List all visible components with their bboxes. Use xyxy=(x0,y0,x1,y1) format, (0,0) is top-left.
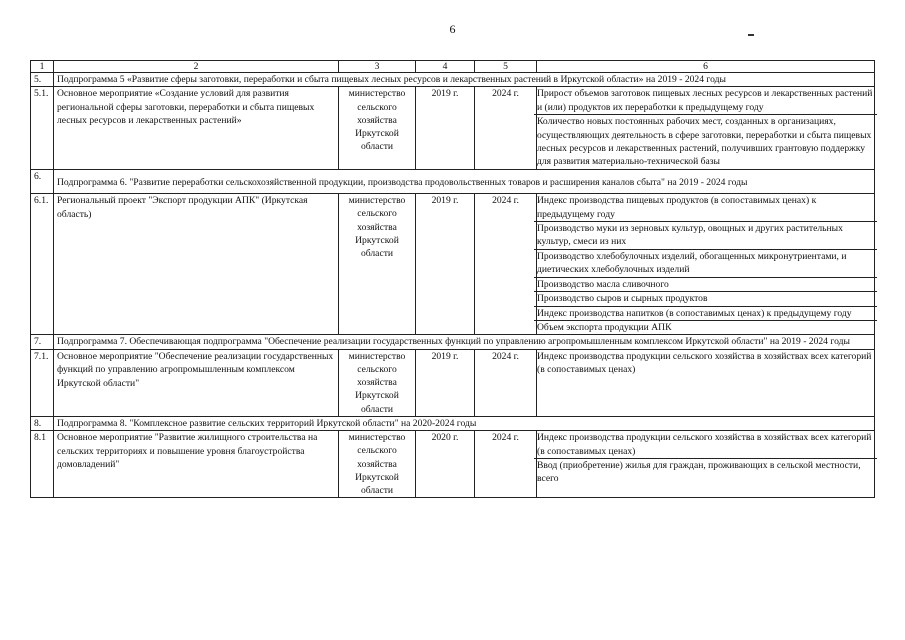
subprogram-title: Подпрограмма 8. "Комплексное развитие сельских территорий Иркутской области" на 2020-2024 годы xyxy=(54,416,875,430)
activity-row xyxy=(31,87,875,169)
subprogram-row xyxy=(31,335,875,349)
header-cell: 4 xyxy=(416,61,475,73)
row-number: 7.1. xyxy=(31,349,54,416)
subprogram-row xyxy=(31,416,875,430)
program-table xyxy=(30,60,875,498)
subprogram-title: Подпрограмма 6. "Развитие переработки сельскохозяйственной продукции, производства продовольственных товаров и расширения каналов сбыта" на 2019 - 2024 годы xyxy=(54,169,875,193)
end-year: 2024 г. xyxy=(475,349,537,416)
activity-row xyxy=(31,349,875,416)
header-cell: 3 xyxy=(339,61,416,73)
executor: министерство сельского хозяйства Иркутской области xyxy=(339,87,416,169)
indicator-item: Индекс производства пищевых продуктов (в сопоставимых ценах) к предыдущему году xyxy=(534,194,877,222)
header-cell: 1 xyxy=(31,61,54,73)
executor: министерство сельского хозяйства Иркутской области xyxy=(339,349,416,416)
row-number: 6.1. xyxy=(31,194,54,335)
header-cell: 5 xyxy=(475,61,537,73)
row-number: 8. xyxy=(31,416,54,430)
indicator-item: Количество новых постоянных рабочих мест, созданных в организациях, осуществляющих деятельность в сфере заготовки, переработки и сбыта пищевых лесных ресурсов и лекарственных растений, получивших грантовую поддержку для развития материально-технической базы xyxy=(537,116,872,168)
row-number: 5.1. xyxy=(31,87,54,169)
subprogram-title: Подпрограмма 5 «Развитие сферы заготовки, переработки и сбыта пищевых лесных ресурсов и лекарственных растений в Иркутской области» на 2019 - 2024 годы xyxy=(54,73,875,87)
executor: министерство сельского хозяйства Иркутской области xyxy=(339,194,416,335)
indicator-item: Индекс производства продукции сельского хозяйства в хозяйствах всех категорий (в сопоставимых ценах) xyxy=(537,350,872,376)
start-year: 2020 г. xyxy=(416,431,475,498)
activity-name: Основное мероприятие "Развитие жилищного строительства на сельских территориях и повышение уровня благоустройства домовладений" xyxy=(54,431,339,498)
indicator-item: Производство хлебобулочных изделий, обогащенных микронутриентами, и диетических хлебобулочных изделий xyxy=(534,250,877,278)
page-number: 6 xyxy=(449,22,456,36)
indicator-item: Производство сыров и сырных продуктов xyxy=(534,292,877,306)
indicators xyxy=(537,431,875,498)
end-year: 2024 г. xyxy=(475,87,537,169)
end-year: 2024 г. xyxy=(475,194,537,335)
row-number: 5. xyxy=(31,73,54,87)
indicators xyxy=(537,87,875,169)
indicator-item: Производство масла сливочного xyxy=(534,278,877,292)
subprogram-row xyxy=(31,73,875,87)
subprogram-row xyxy=(31,169,875,193)
header-cell: 2 xyxy=(54,61,339,73)
start-year: 2019 г. xyxy=(416,349,475,416)
start-year: 2019 г. xyxy=(416,194,475,335)
indicator-item: Производство муки из зерновых культур, овощных и других растительных культур, смеси из них xyxy=(534,222,877,250)
indicators xyxy=(537,194,875,335)
row-number: 7. xyxy=(31,335,54,349)
header-row xyxy=(31,61,875,73)
indicator-item: Прирост объемов заготовок пищевых лесных ресурсов и лекарственных растений и (или) продуктов их переработки к предыдущему году xyxy=(534,87,877,115)
header-cell: 6 xyxy=(537,61,875,73)
end-year: 2024 г. xyxy=(475,431,537,498)
start-year: 2019 г. xyxy=(416,87,475,169)
indicator-item: Индекс производства напитков (в сопоставимых ценах) к предыдущему году xyxy=(534,307,877,321)
indicators xyxy=(537,349,875,416)
activity-name: Основное мероприятие "Обеспечение реализации государственных функций по управлению агропромышленным комплексом Иркутской области" xyxy=(54,349,339,416)
executor: министерство сельского хозяйства Иркутской области xyxy=(339,431,416,498)
activity-row xyxy=(31,194,875,335)
row-number: 8.1 xyxy=(31,431,54,498)
indicator-item: Объем экспорта продукции АПК xyxy=(537,321,672,333)
row-number: 6. xyxy=(31,169,54,193)
activity-name: Основное мероприятие «Создание условий для развития региональной сферы заготовки, переработки и сбыта пищевых лесных ресурсов и лекарственных растений» xyxy=(54,87,339,169)
indicator-item: Ввод (приобретение) жилья для граждан, проживающих в сельской местности, всего xyxy=(537,459,861,485)
scan-mark xyxy=(748,34,754,36)
subprogram-title: Подпрограмма 7. Обеспечивающая подпрограмма "Обеспечение реализации государственных функций по управлению агропромышленным комплексом Иркутской области" на 2019 - 2024 годы xyxy=(54,335,875,349)
activity-name: Региональный проект "Экспорт продукции АПК" (Иркутская область) xyxy=(54,194,339,335)
indicator-item: Индекс производства продукции сельского хозяйства в хозяйствах всех категорий (в сопоставимых ценах) xyxy=(534,431,877,459)
activity-row xyxy=(31,431,875,498)
